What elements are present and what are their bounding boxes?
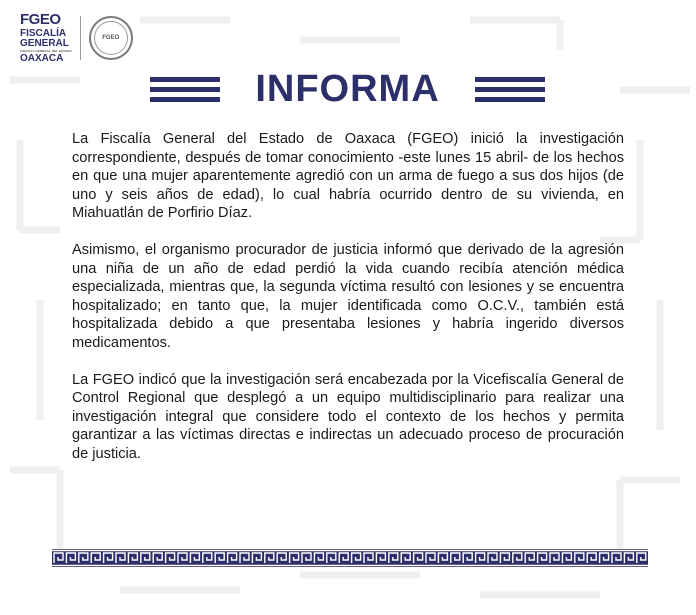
greca-border-decoration [52, 549, 648, 567]
left-stripes-decoration [150, 77, 220, 102]
right-stripes-decoration [475, 77, 545, 102]
page-title: INFORMA [255, 67, 440, 110]
press-release-body [72, 130, 624, 482]
logo-fgeo: FGEO [20, 11, 61, 28]
logo-tagline: FISCALÍA GENERAL DEL ESTADO [20, 49, 72, 53]
header-logo [20, 12, 133, 64]
fgeo-logo [20, 12, 72, 64]
paragraph-1: La Fiscalía General del Estado de Oaxaca (FGEO) inició la investigación correspondiente, después de tomar conocimiento -este lunes 15 abril- de los hechos en que una mujer aparentemente agredió con un arma de fuego a sus dos hijos (de uno y seis años de edad), lo cual habría ocurrido dentro de su vivienda, en Miahuatlán de Porfirio Díaz. [72, 131, 624, 221]
logo-divider [80, 16, 81, 60]
paragraph-2: Asimismo, el organismo procurador de justicia informó que derivado de la agresión una niña de un año de edad perdió la vida cuando recibía atención médica especializada, mientras que, la segunda víctima resultó con lesiones y se encuentra hospitalizado; en tanto que, la mujer identificada como O.C.V., también está hospitalizada debido a que presentaba lesiones y habría ingerido diversos medicamentos. [72, 242, 624, 351]
logo-fiscalia: FISCALÍA [20, 28, 67, 39]
logo-oaxaca: OAXACA [20, 53, 64, 64]
seal-inner [94, 21, 128, 55]
seal-text: FGEO [102, 35, 120, 41]
seal-icon [89, 16, 133, 60]
logo-general: GENERAL [20, 38, 69, 49]
paragraph-3: La FGEO indicó que la investigación será encabezada por la Vicefiscalía General de Control Regional que desplegó a un equipo multidisciplinario para realizar una investigación integral que considere todo el contexto de los hechos y permita garantizar a las víctimas directas e indirectas un adecuado proceso de procuración de justicia. [72, 371, 624, 462]
title-row [150, 66, 545, 112]
